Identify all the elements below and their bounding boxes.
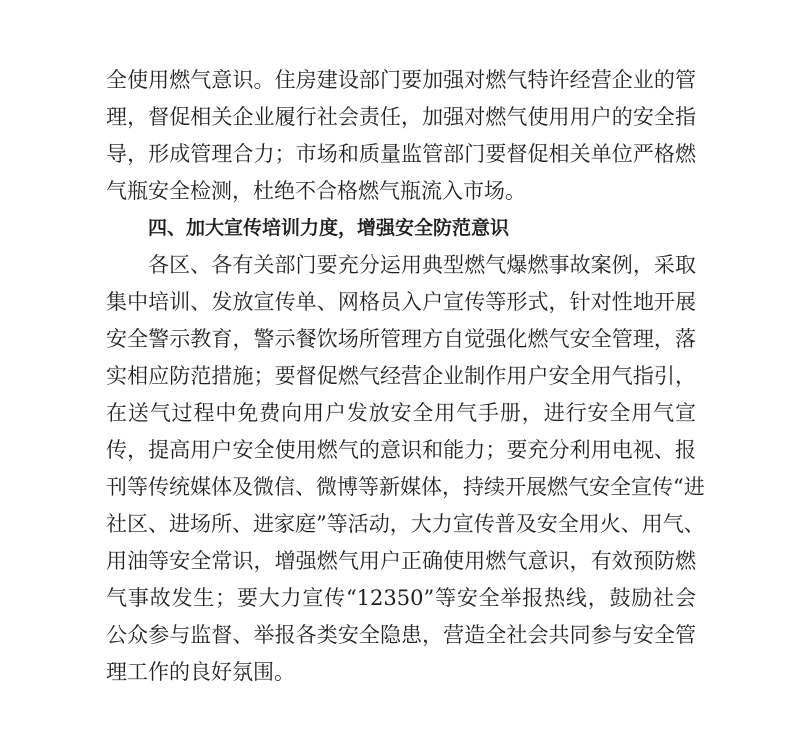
paragraph-line: 传，提高用户安全使用燃气的意识和能力；要充分利用电视、报 <box>106 438 696 462</box>
paragraph-line: 实相应防范措施；要督促燃气经营企业制作用户安全用气指引， <box>106 364 696 388</box>
paragraph-line: 各区、各有关部门要充分运用典型燃气爆燃事故案例，采取 <box>148 253 696 277</box>
paragraph-line: 社区、进场所、进家庭”等活动，大力宣传普及安全用火、用气、 <box>106 512 705 536</box>
section-heading: 四、加大宣传培训力度，增强安全防范意识 <box>148 217 510 239</box>
paragraph-line: 导，形成管理合力；市场和质量监管部门要督促相关单位严格燃 <box>106 142 696 166</box>
paragraph-line: 气事故发生；要大力宣传“12350”等安全举报热线，鼓励社会 <box>106 586 696 610</box>
paragraph-line: 理，督促相关企业履行社会责任，加强对燃气使用用户的安全指 <box>106 105 696 129</box>
paragraph-line: 气瓶安全检测，杜绝不合格燃气瓶流入市场。 <box>106 179 526 203</box>
paragraph-line: 安全警示教育，警示餐饮场所管理方自觉强化燃气安全管理，落 <box>106 327 696 351</box>
paragraph-line: 刊等传统媒体及微信、微博等新媒体，持续开展燃气安全宣传“进 <box>106 475 705 499</box>
paragraph-line: 理工作的良好氛围。 <box>106 660 295 684</box>
paragraph-line: 集中培训、发放宣传单、网格员入户宣传等形式，针对性地开展 <box>106 290 696 314</box>
paragraph-line: 用油等安全常识，增强燃气用户正确使用燃气意识，有效预防燃 <box>106 549 696 573</box>
paragraph-line: 在送气过程中免费向用户发放安全用气手册，进行安全用气宣 <box>106 401 696 425</box>
paragraph-line: 公众参与监督、举报各类安全隐患，营造全社会共同参与安全管 <box>106 623 696 647</box>
paragraph-line: 全使用燃气意识。住房建设部门要加强对燃气特许经营企业的管 <box>106 68 696 92</box>
